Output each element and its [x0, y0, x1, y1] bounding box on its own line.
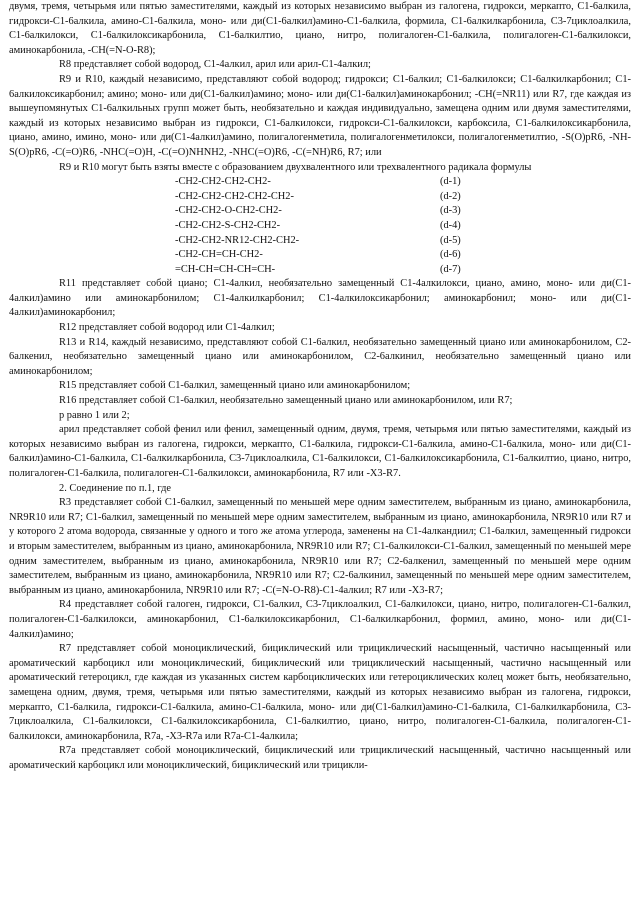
formula-row	[9, 234, 631, 249]
formula-row	[9, 204, 631, 219]
formula: -CH2-CH2-S-CH2-CH2-	[175, 219, 281, 231]
formula-row	[9, 175, 631, 190]
paragraph: R16 представляет собой C1-6алкил, необязательно замещенный циано или аминокарбонилом, или R7;	[59, 395, 513, 407]
claims-text-bottom	[9, 277, 631, 773]
formula-label: (d-6)	[440, 249, 461, 261]
formula: -CH2-CH=CH-CH2-	[175, 249, 263, 261]
paragraph: R7 представляет собой моноциклический, бициклический или трициклический насыщенный, частично насыщенный или ароматический карбоцикл или моноциклический, бициклический или трициклический насыщенный, частично насыщенный или ароматический гетероцикл, где каждая из указанных систем карбоциклических или гетероциклических колец может быть, необязательно, замещена одним, двумя, тремя, четырьмя или пятью заместителями, каждый из которых независимо выбран из галогена, гидрокси, меркапто, C1-6алкила, гидрокси-C1-6алкила, амино-C1-6алкила, моно- или ди(C1-6алкил)амино-C1-6алкила, C1-6алкилкарбонила, C3-7циклоалкила, C1-6алкилокси, C1-6алкилоксикарбонила, C1-6алкилтио, циано, нитро, полигалоген-C1-6алкила, полигалоген-C1-6алкилокси, аминокарбонила, R7a, -X3-R7a или R7a-C1-4алкила;	[9, 643, 631, 742]
paragraph: R13 и R14, каждый независимо, представляют собой C1-6алкил, необязательно замещенный циано или аминокарбонилом, C2-6алкенил, необязательно замещенный циано или аминокарбонилом, C2-6алкинил, необязательно замещенный циано или аминокарбонилом;	[9, 336, 631, 377]
formula: -CH2-CH2-NR12-CH2-CH2-	[175, 234, 300, 246]
paragraph: R9 и R10, каждый независимо, представляют собой водород; гидрокси; C1-6алкил; C1-6алкилокси; C1-6алкилкарбонил; C1-6алкилоксикарбонил; амино; моно- или ди(C1-6алкил)амино; моно- или ди(C1-6алкил)аминокарбонил; -CH(=NR11) или R7, где каждая из вышеупомянутых C1-6алкильных групп может быть, необязательно и каждая индивидуально, замещена одним или двумя заместителями, каждый из которых независимо выбран из гидрокси, C1-6алкилокси, гидрокси-C1-6алкилокси, карбоксила, C1-6алкилоксикарбонила, циано, амино, имино, моно- или ди(C1-4алкил)амино, полигалогенметила, полигалогенметилокси, полигалогенметилтио, -S(O)pR6, -NH-S(O)pR6, -C(=O)R6, -NHC(=O)H, -C(=O)NHNH2, -NHC(=O)R6, -C(=NH)R6, R7; или	[9, 73, 631, 158]
paragraph: R3 представляет собой C1-6алкил, замещенный по меньшей мере одним заместителем, выбранным из циано, аминокарбонила, NR9R10 или R7; C1-6алкил, замещенный по меньшей мере одним заместителем, выбранным из циано, аминокарбонила, NR9R10 или R7 и у которого 2 атома водорода, связанные у одного и того же атома углерода, заменены на C1-4алкандиил; C1-6алкил, замещенный гидрокси и вторым заместителем, выбранным из циано, аминокарбонила, NR9R10 или R7; C1-6алкилокси-C1-6алкил, замещенный по меньшей мере одним заместителем, выбранным из циано, аминокарбонила, NR9R10 или R7; C2-6алкенил, замещенный по меньшей мере одним заместителем, выбранным из циано, аминокарбонила, NR9R10 или R7; C2-6алкинил, замещенный по меньшей мере одним заместителем, выбранным из циано, аминокарбонила, NR9R10 или R7; -C(=N-O-R8)-C1-4алкил; R7 или -X3-R7;	[9, 497, 631, 596]
formula-label: (d-1)	[440, 176, 461, 188]
formula-row	[9, 248, 631, 263]
formula: -CH2-CH2-CH2-CH2-CH2-	[175, 190, 294, 202]
paragraph: R15 представляет собой C1-6алкил, замещенный циано или аминокарбонилом;	[59, 380, 411, 392]
paragraph: R9 и R10 могут быть взяты вместе с образованием двухвалентного или трехвалентного радикала формулы	[59, 161, 532, 173]
formula-row	[9, 219, 631, 234]
formula: -CH2-CH2-O-CH2-CH2-	[175, 205, 282, 217]
paragraph: двумя, тремя, четырьмя или пятью заместителями, каждый из которых независимо выбран из галогена, гидрокси, меркапто, C1-6алкила, гидрокси-C1-6алкила, амино-C1-6алкила, моно- или ди(C1-6алкил)амино-C1-6алкила, формила, C1-6алкилкарбонила, C3-7циклоалкила, C1-6алкилокси, C1-6алкилоксикарбонила, C1-6алкилтио, циано, нитро, полигалоген-C1-6алкила, полигалоген-C1-6алкилокси, аминокарбонила, -CH(=N-O-R8);	[9, 1, 631, 56]
paragraph: p равно 1 или 2;	[59, 409, 130, 421]
radical-formulas	[9, 175, 631, 277]
claims-text-top	[9, 0, 631, 175]
paragraph: R8 представляет собой водород, C1-4алкил, арил или арил-C1-4алкил;	[59, 59, 371, 71]
formula-label: (d-4)	[440, 219, 461, 231]
paragraph: R11 представляет собой циано; C1-4алкил, необязательно замещенный C1-4алкилокси, циано, амино, моно- или ди(C1-4алкил)амино или аминокарбонилом; C1-4алкилкарбонил; C1-4алкилоксикарбонил; аминокарбонил; моно- или ди(C1-4алкил)аминокарбонил;	[9, 278, 631, 319]
formula-label: (d-5)	[440, 234, 461, 246]
paragraph: R12 представляет собой водород или C1-4алкил;	[59, 322, 275, 334]
formula-label: (d-7)	[440, 263, 461, 275]
paragraph: R7a представляет собой моноциклический, бициклический или трициклический насыщенный, частично насыщенный или ароматический карбоцикл или моноциклический, бициклический или трицикли-	[9, 745, 631, 771]
claim-heading: 2. Соединение по п.1, где	[59, 482, 172, 494]
formula-label: (d-2)	[440, 190, 461, 202]
formula: =CH-CH=CH-CH=CH-	[175, 263, 276, 275]
formula-row	[9, 190, 631, 205]
paragraph: арил представляет собой фенил или фенил, замещенный одним, двумя, тремя, четырьмя или пятью заместителями, каждый из которых независимо выбран из галогена, гидрокси, меркапто, C1-6алкила, гидрокси-C1-6алкила, амино-C1-6алкила, моно- или ди(C1-6алкил)амино-C1-6алкила, C1-6алкилкарбонила, C3-7циклоалкила, C1-6алкилокси, C1-6алкилоксикарбонила, C1-6алкилтио, циано, нитро, полигалоген-C1-6алкила, полигалоген-C1-6алкилокси, аминокарбонила, R7 или -X3-R7.	[9, 424, 631, 479]
formula-row	[9, 263, 631, 278]
formula: -CH2-CH2-CH2-CH2-	[175, 176, 271, 188]
formula-label: (d-3)	[440, 205, 461, 217]
paragraph: R4 представляет собой галоген, гидрокси, C1-6алкил, C3-7циклоалкил, C1-6алкилокси, циано, нитро, полигалоген-C1-6алкил, полигалоген-C1-6алкилокси, аминокарбонил, C1-6алкилоксикарбонил, C1-6алкилкарбонил, формил, амино, моно- или ди(C1-4алкил)амино;	[9, 599, 631, 640]
